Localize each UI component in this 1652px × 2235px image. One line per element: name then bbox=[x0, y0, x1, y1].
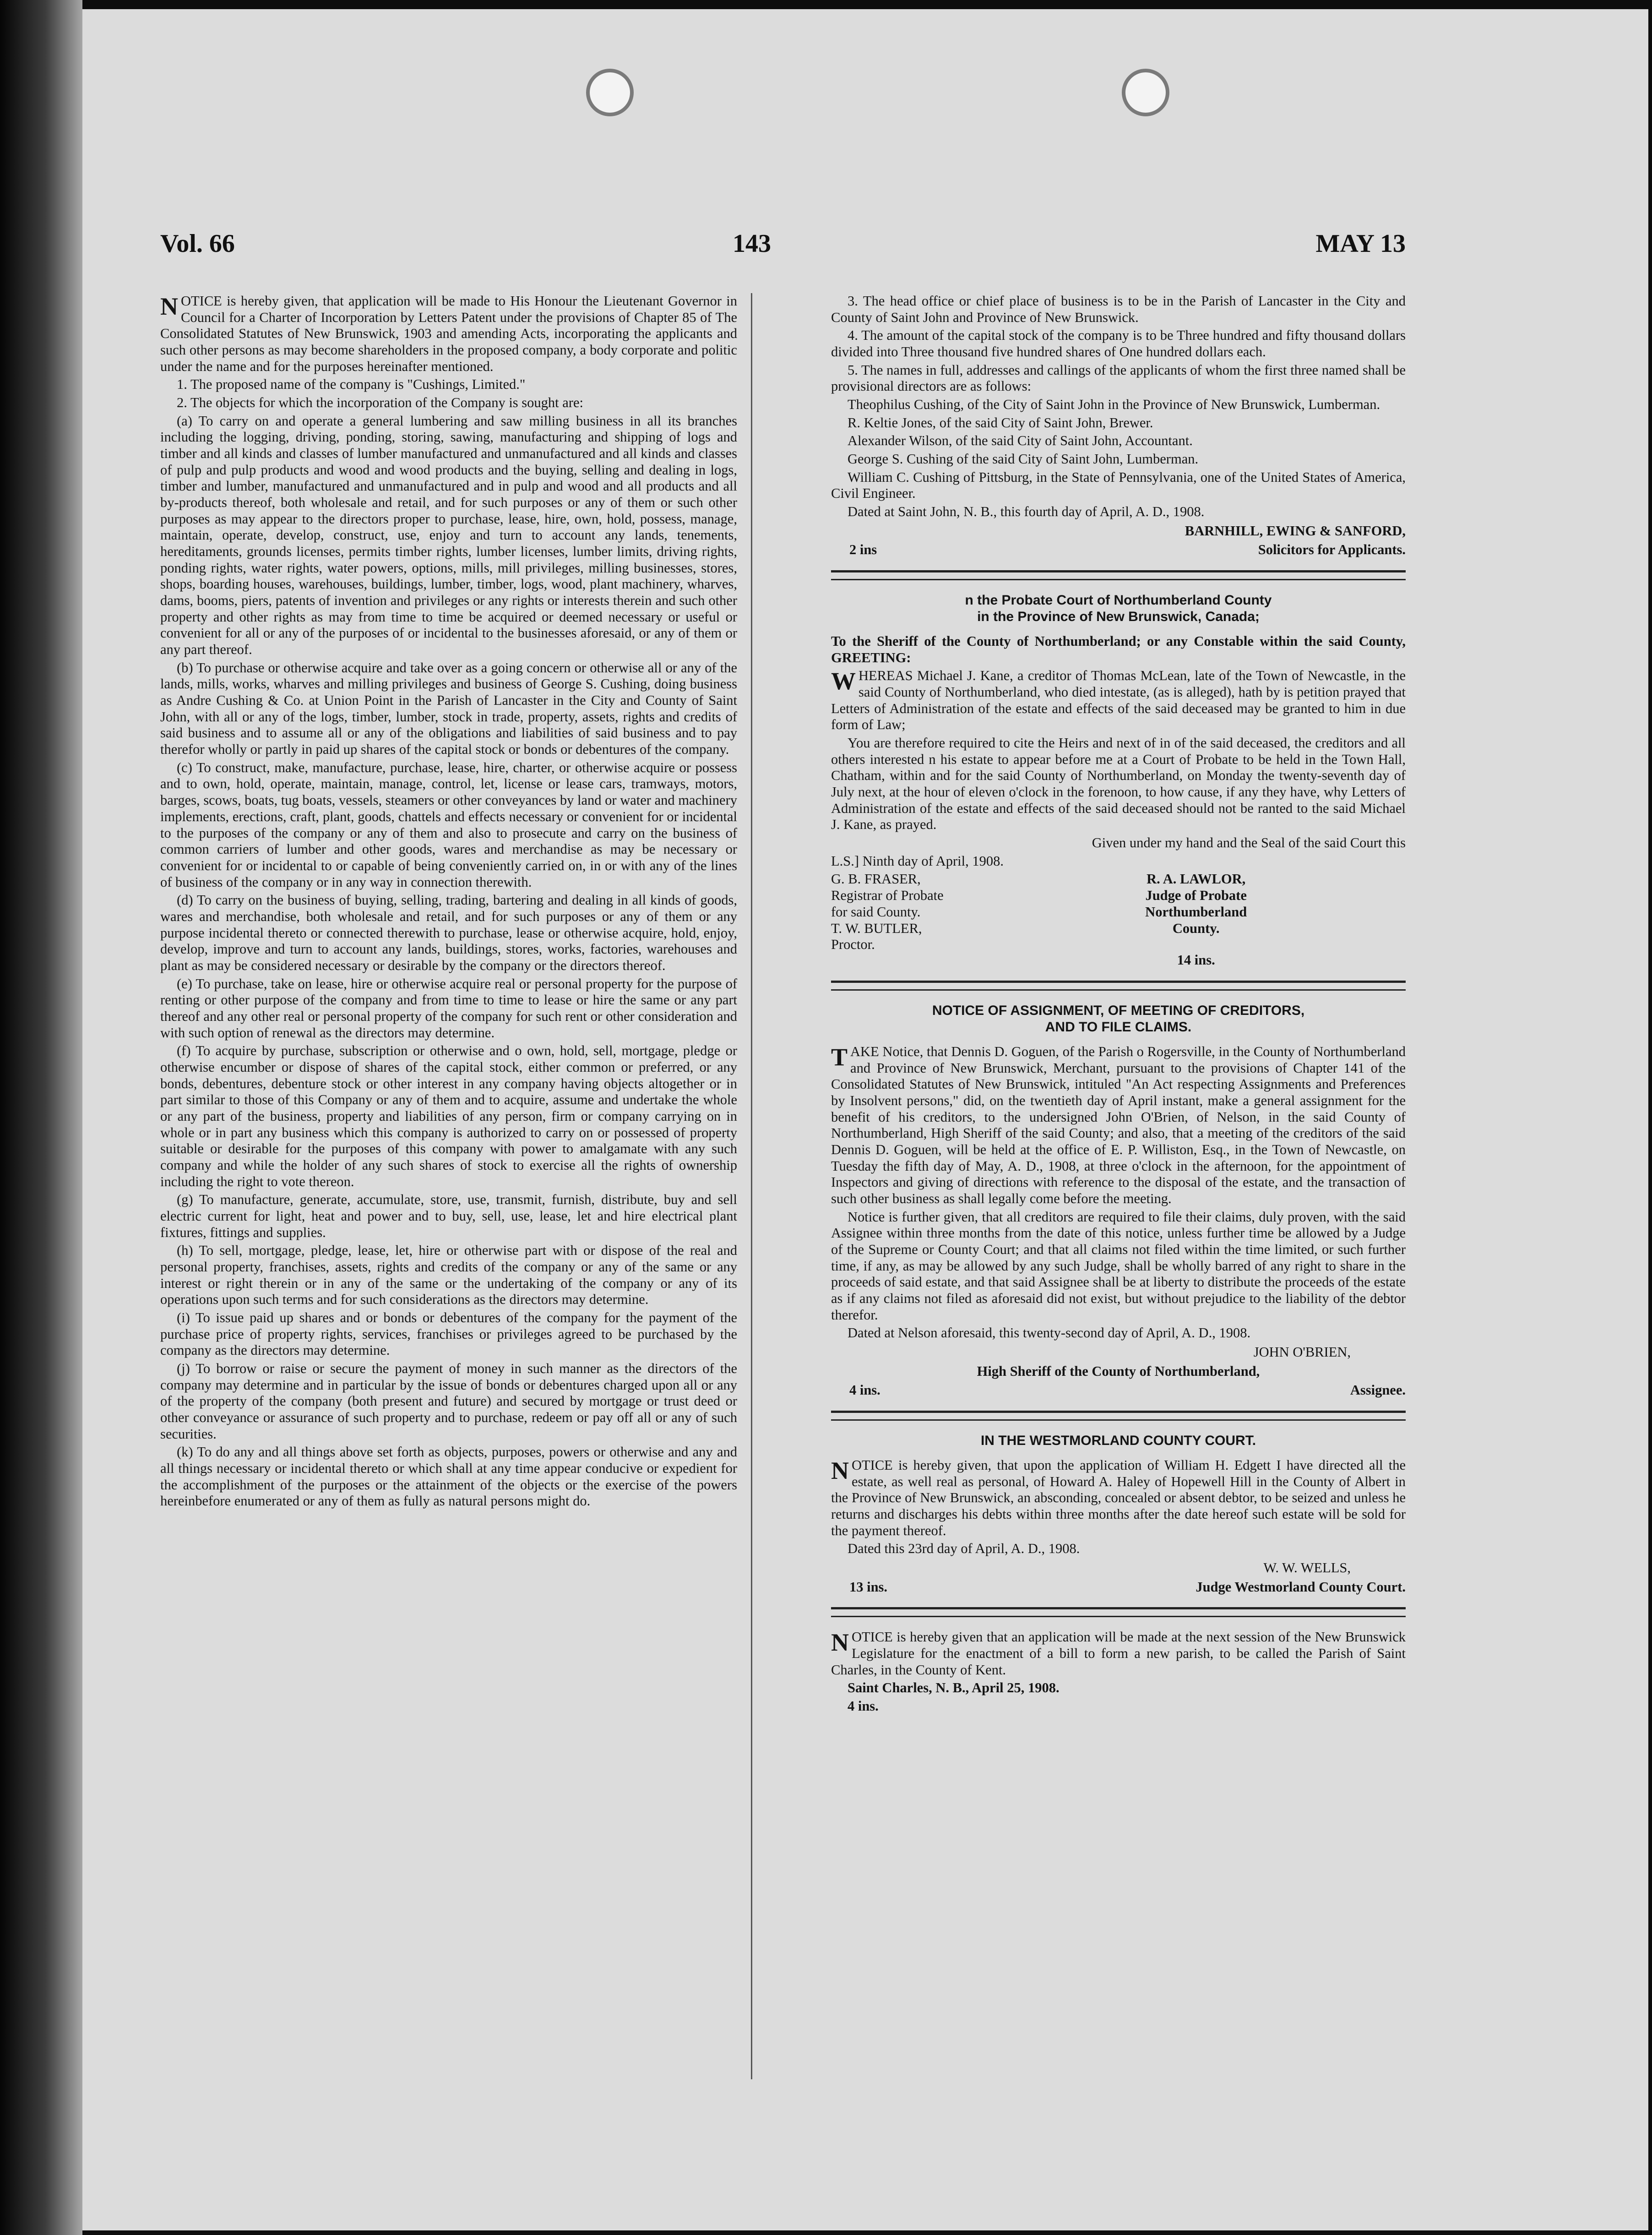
judge-role: Judge Westmorland County Court. bbox=[1196, 1579, 1406, 1595]
object-clause-g: (g) To manufacture, generate, accumulate, store, use, transmit, furnish, distribute, buy and sell electric current for light, heat and power and to buy, sell, use, lease, let and hire electrical plant fixtures, fittings and supplies. bbox=[160, 1192, 737, 1240]
signature-row bbox=[831, 1579, 1406, 1596]
drop-cap: W bbox=[831, 667, 856, 695]
dated-line: Dated this 23rd day of April, A. D., 1908. bbox=[848, 1541, 1080, 1557]
applicant-name: Theophilus Cushing, of the City of Saint John in the Province of New Brunswick, Lumberman. bbox=[848, 397, 1380, 413]
solicitor-role: Solicitors for Applicants. bbox=[1258, 542, 1406, 558]
sheriff-role: High Sheriff of the County of Northumberland, bbox=[977, 1363, 1260, 1379]
probate-heading: n the Probate Court of Northumberland County in the Province of New Brunswick, Canada; bbox=[965, 593, 1272, 625]
assignee-label: Assignee. bbox=[1350, 1382, 1406, 1398]
volume-number: Vol. 66 bbox=[160, 229, 235, 258]
incorporation-notice-intro: NOTICE is hereby given, that application will be made to His Honour the Lieutenant Governor in Council for a Charter of Incorporation by Letters Patent under the provisions of Chapter 85 of The Consolidated Statutes of New Brunswick, 1903 and amending Acts, incorporating the applicants and such other persons as may become shareholders in the proposed company, a body corporate and politic under the name and for the purposes hereinafter mentioned. bbox=[160, 293, 737, 374]
assignment-body: TAKE Notice, that Dennis D. Goguen, of the Parish o Rogersville, in the County of Northumberland and Province of New Brunswick, Merchant, pursuant to the provisions of Chapter 141 of the Consolidated Statutes of New Brunswick, intituled "An Act respecting Assignments and Preferences by Insolvent persons," did, on the twentieth day of April instant, make a general assignment for the benefit of his creditors, to the undersigned John O'Brien, of Nelson, in the said County of Northumberland, High Sheriff of the said County; and also, that a meeting of the creditors of the said Dennis D. Goguen, will be held at the office of E. P. Williston, Esq., in the Town of Newcastle, on Tuesday the fifth day of May, A. D., 1908, at three o'clock in the afternoon, for the appointment of Inspectors and giving of directions with reference to the disposal of the estate, and the transaction of such other business as shall legally come before the meeting. bbox=[831, 1043, 1406, 1206]
section-rule bbox=[831, 1411, 1406, 1421]
assignment-further: Notice is further given, that all creditors are required to file their claims, duly proven, with the said Assignee within three months from the date of this notice, unless further time be allowed by a Judge of the Supreme or County Court; and that all claims not filed within the time limited, or such further time, if any, as may be allowed by any such Judge, shall be wholly barred of any right to share in the proceeds of said estate, and that said Assignee shall be at liberty to distribute the proceeds of the estate as if any claims not filed as aforesaid did not exist, but without prejudice to the liability of the debtor therefor. bbox=[831, 1209, 1406, 1323]
assignment-heading: NOTICE OF ASSIGNMENT, OF MEETING OF CREDITORS, AND TO FILE CLAIMS. bbox=[932, 1003, 1305, 1035]
insertion-count: 2 ins bbox=[849, 542, 877, 558]
notice-paragraph: 5. The names in full, addresses and callings of the applicants of whom the first three named shall be provisional directors are as follows: bbox=[831, 362, 1406, 394]
solicitor-name: BARNHILL, EWING & SANFORD, bbox=[1185, 523, 1406, 539]
notice-paragraph: 1. The proposed name of the company is "Cushings, Limited." bbox=[177, 376, 526, 392]
drop-cap: N bbox=[831, 1629, 849, 1657]
probate-seal-line: L.S.] Ninth day of April, 1908. bbox=[831, 853, 1004, 869]
notice-paragraph: 4. The amount of the capital stock of the company is to be Three hundred and fifty thousand dollars divided into Three thousand five hundred shares of One hundred dollars each. bbox=[831, 327, 1406, 360]
section-rule bbox=[831, 570, 1406, 580]
object-clause-h: (h) To sell, mortgage, pledge, lease, let, hire or otherwise part with or dispose of the real and personal property, franchises, assets, rights and credits of the company or any of the same or any interest or right therein or in any of the same or the undertaking of the company or any of its operations upon such terms and for such considerations as the directors may determine. bbox=[160, 1243, 737, 1308]
applicant-name: George S. Cushing of the said City of Saint John, Lumberman. bbox=[848, 451, 1199, 467]
dated-line: Dated at Nelson aforesaid, this twenty-second day of April, A. D., 1908. bbox=[848, 1325, 1251, 1341]
notice-paragraph: 3. The head office or chief place of business is to be in the Parish of Lancaster in the City and County of Saint John and Province of New Brunswick. bbox=[831, 293, 1406, 325]
page-header bbox=[160, 229, 1406, 261]
insertion-count: 4 ins. bbox=[849, 1382, 880, 1398]
object-clause-d: (d) To carry on the business of buying, selling, trading, bartering and dealing in all kinds of goods, wares and merchandise, both wholesale and retail, and for such purposes or any of them or any purpose incidental thereto or connected therewith to purchase, lease or otherwise acquire, hold, enjoy, develop, improve and turn to account any lands, buildings, stores, works, factories, warehouses and plant as may be considered necessary or desirable by the company or the directors thereof. bbox=[160, 892, 737, 973]
probate-body: WHEREAS Michael J. Kane, a creditor of Thomas McLean, late of the Town of Newcastle, in the said County of Northumberland, who died intestate, (as is alleged), hath by is petition prayed that Letters of Administration of the estate and effects of the said deceased may be granted to him in due form of Law; bbox=[831, 667, 1406, 733]
probate-given: Given under my hand and the Seal of the said Court this bbox=[1092, 835, 1406, 851]
westmorland-heading: IN THE WESTMORLAND COUNTY COURT. bbox=[980, 1433, 1256, 1448]
notice-paragraph: 2. The objects for which the incorporation of the Company is sought are: bbox=[177, 395, 583, 411]
dated-line: Dated at Saint John, N. B., this fourth day of April, A. D., 1908. bbox=[848, 504, 1205, 520]
probate-address: To the Sheriff of the County of Northumberland; or any Constable within the said County, GREETING: bbox=[831, 633, 1406, 665]
probate-citation: You are therefore required to cite the Heirs and next of in of the said deceased, the creditors and all others interested n his estate to appear before me at a Court of Probate to be held in the Town Hall, Chatham, within and for the said County of Northumberland, on Monday the twenty-seventh day of July next, at the hour of eleven o'clock in the forenoon, to how cause, if any they have, why Letters of Administration of the estate and effects of the said deceased should not be ranted to the said Michael J. Kane, as prayed. bbox=[831, 735, 1406, 833]
insertion-count: 4 ins. bbox=[848, 1698, 879, 1714]
dated-line: Saint Charles, N. B., April 25, 1908. bbox=[848, 1680, 1060, 1696]
object-clause-j: (j) To borrow or raise or secure the payment of money in such manner as the directors of the company may determine and in particular by the issue of bonds or debentures charged upon all or any of the property of the company (both present and future) and secured by mortgage or trust deed or other conveyance or assurance of such property and to purchase, redeem or pay off all or any of such securities. bbox=[160, 1361, 737, 1442]
right-column bbox=[831, 293, 1406, 2079]
applicant-name: William C. Cushing of Pittsburg, in the State of Pennsylvania, one of the United States of America, Civil Engineer. bbox=[831, 469, 1406, 502]
page-number: 143 bbox=[733, 229, 771, 258]
object-clause-a: (a) To carry on and operate a general lumbering and saw milling business in all its branches including the logging, driving, ponding, storing, sawing, manufacturing and shipping of logs and timber and all kinds and classes of lumber manufactured and unmanufactured and all kinds and classes of pulp and pulp products and wood and wood products and the buying, selling and dealing in logs, timber and lumber, manufactured and unmanufactured and in pulp and wood and all products and all by-products thereof, both wholesale and retail, and for such purposes or any of them or such other purposes as may appear to the directors proper to purchase, lease, hire, own, hold, possess, manage, maintain, operate, develop, construct, use, enjoy and turn to account any lands, tenements, hereditaments, grounds licenses, permits timber rights, lumber licenses, lumber limits, driving rights, ponding rights, water rights, water powers, options, mills, mill privileges, milling businesses, stores, shops, boarding houses, warehouses, buildings, lumber, timber, logs, wood, plant machinery, wharves, dams, booms, piers, patents of invention and privileges or any rights or interests therein and such other property and other rights as may from time to time be acquired or deemed necessary or useful or convenient for all or any of the purposes of or incidental to the businesses aforesaid, or any of them or any part thereof. bbox=[160, 413, 737, 658]
judge-name: W. W. WELLS, bbox=[1263, 1559, 1351, 1575]
object-clause-e: (e) To purchase, take on lease, hire or otherwise acquire real or personal property for the purpose of renting or other purpose of the company and from time to time to lease or hire the same or any part thereof and any other real or personal property of the company for such rent or other consideration and with such option of renewal as the directors may determine. bbox=[160, 976, 737, 1041]
insertion-count: 13 ins. bbox=[849, 1579, 888, 1595]
insertion-count: 14 ins. bbox=[1177, 952, 1215, 968]
issue-date: MAY 13 bbox=[1315, 229, 1406, 258]
judge-block: R. A. LAWLOR, Judge of Probate Northumberland County. 14 ins. bbox=[1130, 871, 1406, 968]
applicant-name: R. Keltie Jones, of the said City of Saint John, Brewer. bbox=[848, 414, 1153, 431]
saint-charles-notice: NOTICE is hereby given that an application will be made at the next session of the New Brunswick Legislature for the enactment of a bill to form a new parish, to be called the Parish of Saint Charles, in the County of Kent. bbox=[831, 1629, 1406, 1678]
sheriff-name: JOHN O'BRIEN, bbox=[1253, 1344, 1351, 1360]
column-divider bbox=[751, 293, 752, 2079]
object-clause-f: (f) To acquire by purchase, subscription or otherwise and o own, hold, sell, mortgage, pledge or otherwise encumber or dispose of shares of the capital stock, either common or preferred, or any bonds, debentures, debenture stock or other interest in any company having objects altogether or in part similar to those of this Company or any of them and to acquire, assume and undertake the whole or any part of the business, property and liabilities of any person, firm or company carrying on in whole or in part any business which this company is authorized to carry on or possessed of property suitable or desirable for the purposes of this company with power to amalgamate with any such company and while the holder of any such shares of stock to exercise all the rights of ownership including the right to vote thereon. bbox=[160, 1043, 737, 1189]
drop-cap: T bbox=[831, 1043, 848, 1071]
punch-hole bbox=[1122, 69, 1169, 116]
signature-row bbox=[831, 542, 1406, 558]
signature-row bbox=[831, 1382, 1406, 1399]
punch-hole bbox=[586, 69, 634, 116]
left-column bbox=[160, 293, 737, 2079]
applicant-name: Alexander Wilson, of the said City of Saint John, Accountant. bbox=[848, 433, 1193, 449]
object-clause-b: (b) To purchase or otherwise acquire and take over as a going concern or otherwise all or any of the lands, mills, works, wharves and milling privileges and business of George S. Cushing, doing business as Andre Cushing & Co. at Union Point in the Parish of Lancaster in the City and County of Saint John, with all or any of the logs, timber, lumber, stock in trade, property, assets, rights and credits of said business and to assume all or any of the obligations and liabilities of said business and to pay therefor wholly or partly in paid up shares of the capital stock or bonds or debentures of the company. bbox=[160, 660, 737, 758]
object-clause-i: (i) To issue paid up shares and or bonds or debentures of the company for the payment of the purchase price of property rights, services, franchises or privileges agreed to be purchased by the company as the directors may determine. bbox=[160, 1309, 737, 1358]
section-rule bbox=[831, 1607, 1406, 1617]
binding-spine bbox=[0, 0, 82, 2235]
probate-signatures bbox=[831, 871, 1406, 968]
object-clause-c: (c) To construct, make, manufacture, purchase, lease, hire, charter, or otherwise acquire or possess and to own, hold, operate, maintain, manage, control, let, license or lease cars, tramways, motors, barges, scows, boats, tug boats, vessels, steamers or other conveyances by land or water and machinery implements, erections, craft, plant, goods, chattels and effects necessary or convenient for or incidental to the purposes of the company or any of them and also to prosecute and carry on the business of common carriers of lumber and other goods, wares and merchandise as may be necessary or convenient for or incidental to or capable of being conveniently carried on, in or with any of the lines of business of the company or in any way in connection therewith. bbox=[160, 759, 737, 890]
section-rule bbox=[831, 981, 1406, 991]
object-clause-k: (k) To do any and all things above set forth as objects, purposes, powers or otherwise and any and all things necessary or incidental thereto or which shall at any time appear conducive or expedient for the accomplishment of the purposes or the attainment of the objects or the exercise of the powers hereinbefore enumerated or any of them as fully as natural persons might do. bbox=[160, 1444, 737, 1509]
drop-cap: N bbox=[831, 1456, 849, 1484]
registrar-block: G. B. FRASER, Registrar of Probate for said County. T. W. BUTLER, Proctor. bbox=[831, 871, 944, 953]
drop-cap: N bbox=[160, 293, 178, 320]
westmorland-body: NOTICE is hereby given, that upon the application of William H. Edgett I have directed all the estate, as well real as personal, of Howard A. Haley of Hopewell Hill in the County of Albert in the Province of New Brunswick, an absconding, concealed or absent debtor, to be seized and unless he returns and discharges his debts within three months after the date hereof such estate will be sold for the payment thereof. bbox=[831, 1456, 1406, 1538]
